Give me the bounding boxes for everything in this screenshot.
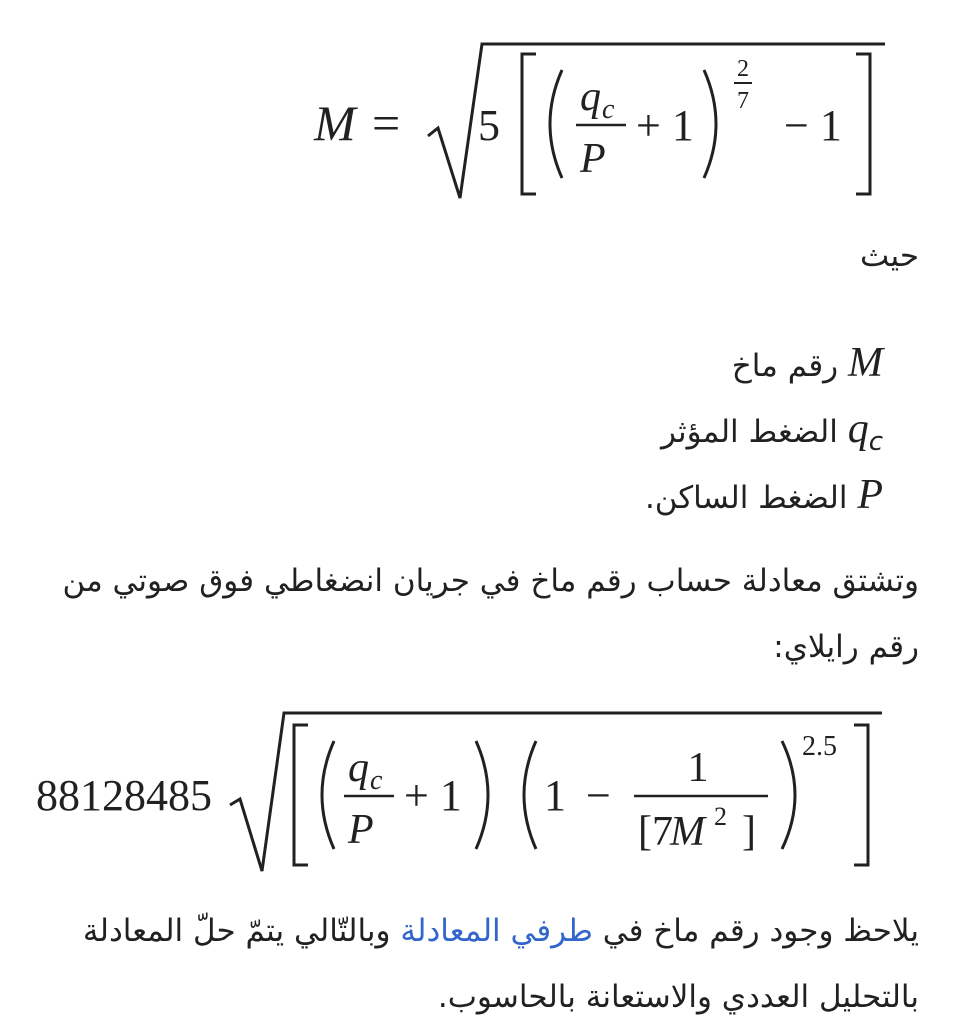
eq1-equals: = (372, 95, 401, 151)
definition-symbol: P (857, 472, 883, 518)
eq2-minus: − (586, 771, 611, 820)
definition-text: الضغط الساكن. (644, 480, 848, 516)
paragraph2-text-before: يلاحظ وجود رقم ماخ في (592, 913, 919, 949)
numerical-solution-paragraph (39, 898, 919, 1030)
eq1-exp-den: 7 (737, 88, 749, 114)
eq2-left-paren-1 (322, 741, 334, 849)
eq2-one: 1 (544, 771, 566, 820)
eq1-numerator-sub: c (602, 94, 615, 125)
eq2-right-paren-2 (782, 741, 795, 849)
eq1-coef: 5 (478, 101, 500, 150)
eq2-right-paren-1 (476, 741, 488, 849)
definition-symbol: q (847, 406, 869, 452)
eq2-left-bracket (294, 725, 308, 865)
equation-sides-link[interactable]: طرفي المعادلة (400, 913, 593, 949)
definition-symbol: M (848, 340, 883, 386)
definition-row (645, 396, 883, 462)
equation-2-graphic (30, 705, 900, 880)
eq1-minus-one: − 1 (784, 101, 842, 150)
eq1-left-paren (550, 70, 562, 178)
eq2-frac-den-var: M (670, 809, 705, 855)
eq1-right-bracket (856, 54, 870, 194)
definition-text: الضغط المؤثر (660, 414, 838, 450)
paragraph2-text-after: وبالتّالي يتمّ حلّ المعادلة بالتحليل العددي والاستعانة بالحاسوب. (82, 913, 919, 1015)
eq2-frac-den-close: ] (742, 809, 756, 855)
where-label: حيث (860, 238, 919, 274)
rayleigh-intro-paragraph: وتشتق معادلة حساب رقم ماخ في جريان انضغاطي فوق صوتي من رقم رايلاي: (62, 563, 919, 665)
eq1-plus-one: + 1 (636, 101, 694, 150)
eq1-denominator: P (580, 136, 606, 182)
eq2-plus-one: + 1 (404, 771, 462, 820)
eq1-lhs: M (314, 95, 356, 151)
eq2-left-paren-2 (524, 741, 536, 849)
eq2-constant: 88128485 (36, 771, 212, 820)
eq2-right-bracket (854, 725, 868, 865)
eq2-exponent: 2.5 (802, 731, 837, 762)
variable-definitions (645, 330, 883, 528)
definition-subscript: c (868, 427, 883, 457)
rayleigh-supersonic-equation (30, 705, 900, 880)
eq2-frac-den-open: [7 (638, 809, 673, 855)
eq2-frac-den-exp: 2 (714, 802, 727, 831)
definition-row (645, 330, 883, 396)
eq1-left-bracket (522, 54, 536, 194)
eq1-exp-num: 2 (737, 56, 749, 82)
eq1-numerator: q (580, 74, 601, 120)
eq2-numerator-sub: c (370, 765, 383, 796)
definition-text: رقم ماخ (731, 348, 839, 384)
definition-row (645, 462, 883, 528)
eq1-right-paren (704, 70, 716, 178)
eq2-frac-num: 1 (687, 745, 709, 791)
mach-number-equation (300, 40, 890, 205)
equation-1-graphic (300, 40, 890, 205)
eq2-denominator: P (348, 807, 374, 853)
eq2-numerator: q (348, 745, 369, 791)
